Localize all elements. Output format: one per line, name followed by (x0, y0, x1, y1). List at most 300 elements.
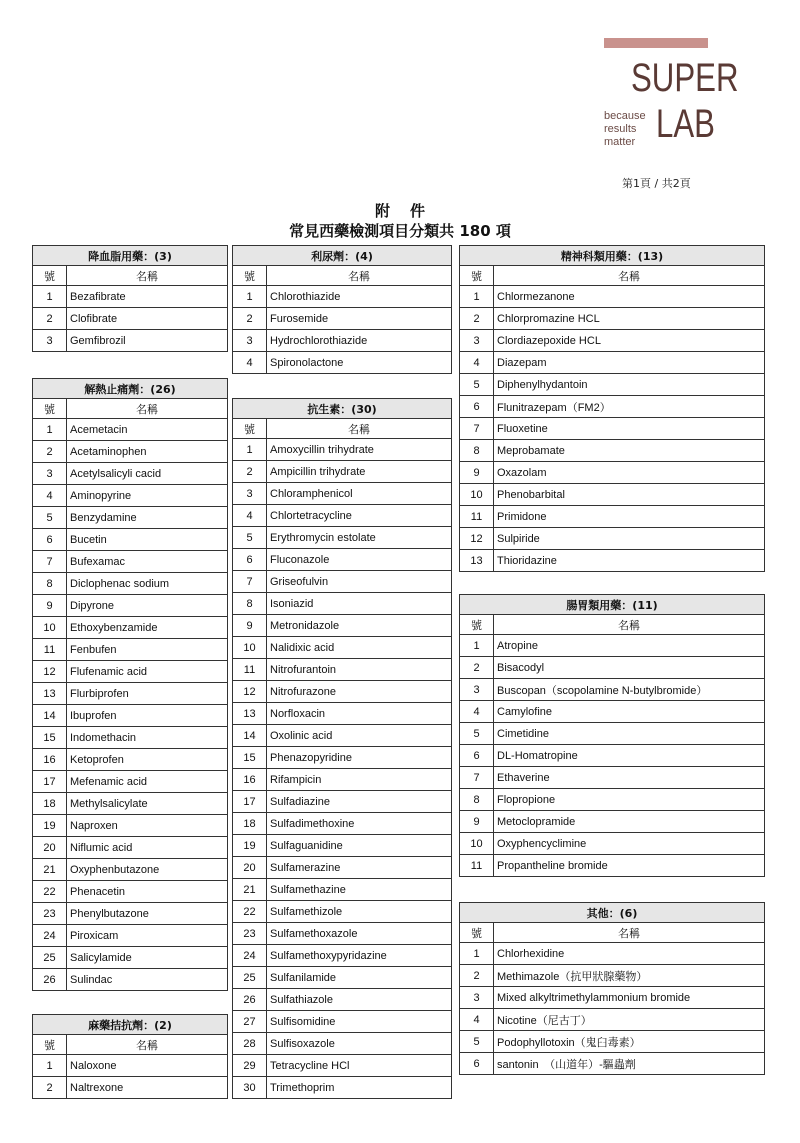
row-number: 20 (33, 837, 67, 859)
document-title: 附件 (374, 202, 445, 220)
row-number: 25 (33, 947, 67, 969)
document-subtitle: 常見西藥檢測項目分類共 180 項 (289, 222, 511, 240)
table-row (233, 879, 452, 901)
drug-name: Fluconazole (267, 549, 452, 571)
drug-name: Methimazole（抗甲狀腺藥物） (494, 965, 765, 987)
row-number: 19 (33, 815, 67, 837)
table-row (33, 903, 228, 925)
row-number: 1 (460, 635, 494, 657)
table-row (233, 747, 452, 769)
table-row (33, 308, 228, 330)
drug-name: Acetaminophen (67, 441, 228, 463)
row-number: 14 (33, 705, 67, 727)
table-row (233, 352, 452, 374)
table-row (33, 330, 228, 352)
drug-name: Bezafibrate (67, 286, 228, 308)
category-title: 解熱止痛劑：(26) (33, 379, 228, 399)
table-row (460, 657, 765, 679)
row-number: 15 (233, 747, 267, 769)
row-number: 1 (33, 286, 67, 308)
table-row (33, 771, 228, 793)
drug-name: Sulfamerazine (267, 857, 452, 879)
row-number: 14 (233, 725, 267, 747)
drug-name: Fluoxetine (494, 418, 765, 440)
table-row (460, 943, 765, 965)
drug-name: Diazepam (494, 352, 765, 374)
table-row (233, 901, 452, 923)
drug-name: Aminopyrine (67, 485, 228, 507)
row-number: 10 (460, 833, 494, 855)
row-number: 17 (33, 771, 67, 793)
row-number: 19 (233, 835, 267, 857)
table-row (33, 639, 228, 661)
drug-name: Sulfamethoxazole (267, 923, 452, 945)
table-row (33, 683, 228, 705)
row-number: 4 (233, 505, 267, 527)
table-row (460, 635, 765, 657)
drug-name: Ibuprofen (67, 705, 228, 727)
table-row (233, 769, 452, 791)
drug-name: Camylofine (494, 701, 765, 723)
drug-name: Trimethoprim (267, 1077, 452, 1099)
table-row (233, 637, 452, 659)
row-number: 21 (33, 859, 67, 881)
table-row (33, 617, 228, 639)
drug-name: Sulfamethizole (267, 901, 452, 923)
table-row (460, 352, 765, 374)
row-number: 2 (460, 308, 494, 330)
table-row (460, 550, 765, 572)
row-number: 3 (460, 679, 494, 701)
table-row (33, 573, 228, 595)
drug-name: Nalidixic acid (267, 637, 452, 659)
drug-name: Salicylamide (67, 947, 228, 969)
table-row (233, 286, 452, 308)
drug-name: Oxazolam (494, 462, 765, 484)
drug-name: Nicotine（尼古丁） (494, 1009, 765, 1031)
drug-name: Ampicillin trihydrate (267, 461, 452, 483)
drug-name: Ethaverine (494, 767, 765, 789)
table-row (460, 811, 765, 833)
row-number: 6 (460, 745, 494, 767)
drug-name: Chlorpromazine HCL (494, 308, 765, 330)
drug-name: Chlortetracycline (267, 505, 452, 527)
row-number: 11 (460, 506, 494, 528)
row-number: 8 (33, 573, 67, 595)
row-number: 13 (233, 703, 267, 725)
header-name: 名稱 (494, 615, 765, 635)
row-number: 3 (460, 330, 494, 352)
drug-name: Piroxicam (67, 925, 228, 947)
table-row (233, 659, 452, 681)
row-number: 8 (460, 440, 494, 462)
row-number: 24 (33, 925, 67, 947)
row-number: 12 (233, 681, 267, 703)
row-number: 8 (233, 593, 267, 615)
drug-name: DL-Homatropine (494, 745, 765, 767)
drug-name: Furosemide (267, 308, 452, 330)
header-number: 號 (460, 923, 494, 943)
row-number: 30 (233, 1077, 267, 1099)
drug-name: Rifampicin (267, 769, 452, 791)
header-number: 號 (233, 266, 267, 286)
drug-name: Chloramphenicol (267, 483, 452, 505)
drug-name: Isoniazid (267, 593, 452, 615)
header-number: 號 (33, 399, 67, 419)
row-number: 6 (460, 396, 494, 418)
table-row (233, 330, 452, 352)
row-number: 5 (233, 527, 267, 549)
row-number: 23 (33, 903, 67, 925)
table-row (460, 418, 765, 440)
drug-name: Dipyrone (67, 595, 228, 617)
table-row (460, 679, 765, 701)
drug-name: Oxolinic acid (267, 725, 452, 747)
table-row (233, 725, 452, 747)
row-number: 13 (460, 550, 494, 572)
table-row (460, 462, 765, 484)
row-number: 18 (33, 793, 67, 815)
row-number: 1 (233, 439, 267, 461)
drug-name: Cimetidine (494, 723, 765, 745)
table-row (233, 505, 452, 527)
table-row (233, 1011, 452, 1033)
drug-name: Clordiazepoxide HCL (494, 330, 765, 352)
row-number: 7 (460, 767, 494, 789)
row-number: 3 (33, 463, 67, 485)
row-number: 6 (33, 529, 67, 551)
row-number: 7 (460, 418, 494, 440)
drug-name: Diphenylhydantoin (494, 374, 765, 396)
row-number: 12 (460, 528, 494, 550)
header-number: 號 (460, 615, 494, 635)
table-row (33, 749, 228, 771)
table-row (460, 965, 765, 987)
table-lipid (32, 245, 228, 352)
category-title: 抗生素：(30) (233, 399, 452, 419)
drug-name: Sulfanilamide (267, 967, 452, 989)
row-number: 2 (233, 308, 267, 330)
table-row (460, 484, 765, 506)
category-title: 其他：(6) (460, 903, 765, 923)
header-number: 號 (460, 266, 494, 286)
row-number: 5 (460, 723, 494, 745)
table-row (460, 789, 765, 811)
drug-name: Amoxycillin trihydrate (267, 439, 452, 461)
table-row (460, 1053, 765, 1075)
row-number: 11 (460, 855, 494, 877)
drug-name: Phenobarbital (494, 484, 765, 506)
drug-name: Nitrofurazone (267, 681, 452, 703)
table-row (233, 593, 452, 615)
row-number: 16 (33, 749, 67, 771)
row-number: 28 (233, 1033, 267, 1055)
row-number: 2 (460, 965, 494, 987)
drug-name: Tetracycline HCl (267, 1055, 452, 1077)
category-title: 利尿劑：(4) (233, 246, 452, 266)
header-name: 名稱 (494, 923, 765, 943)
drug-name: Bucetin (67, 529, 228, 551)
logo-tagline-1: because (604, 110, 646, 122)
drug-name: Sulfadiazine (267, 791, 452, 813)
drug-name: Sulfaguanidine (267, 835, 452, 857)
drug-name: Clofibrate (67, 308, 228, 330)
drug-name: Sulfisomidine (267, 1011, 452, 1033)
drug-name: Bisacodyl (494, 657, 765, 679)
drug-name: Meprobamate (494, 440, 765, 462)
logo-lab: LAB (656, 102, 715, 146)
row-number: 9 (233, 615, 267, 637)
row-number: 2 (33, 441, 67, 463)
drug-name: Podophyllotoxin（鬼臼毒素） (494, 1031, 765, 1053)
table-row (233, 703, 452, 725)
table-row (33, 529, 228, 551)
table-row (233, 989, 452, 1011)
row-number: 22 (233, 901, 267, 923)
header-number: 號 (33, 1035, 67, 1055)
drug-name: Flunitrazepam（FM2） (494, 396, 765, 418)
table-row (460, 723, 765, 745)
row-number: 29 (233, 1055, 267, 1077)
row-number: 3 (233, 483, 267, 505)
table-row (233, 967, 452, 989)
table-row (460, 701, 765, 723)
row-number: 24 (233, 945, 267, 967)
row-number: 27 (233, 1011, 267, 1033)
drug-name: Oxyphenbutazone (67, 859, 228, 881)
drug-name: Diclophenac sodium (67, 573, 228, 595)
row-number: 1 (460, 286, 494, 308)
drug-name: Chlorhexidine (494, 943, 765, 965)
page-number: 第1頁 / 共2頁 (622, 177, 691, 190)
drug-name: Spironolactone (267, 352, 452, 374)
drug-name: Nitrofurantoin (267, 659, 452, 681)
row-number: 16 (233, 769, 267, 791)
header-name: 名稱 (494, 266, 765, 286)
table-analgesic (32, 378, 228, 991)
drug-name: Methylsalicylate (67, 793, 228, 815)
drug-name: Atropine (494, 635, 765, 657)
table-row (33, 485, 228, 507)
drug-name: Primidone (494, 506, 765, 528)
table-row (33, 815, 228, 837)
row-number: 11 (33, 639, 67, 661)
table-psychiatric (459, 245, 765, 572)
drug-name: Sulfamethoxypyridazine (267, 945, 452, 967)
row-number: 9 (460, 462, 494, 484)
row-number: 1 (33, 1055, 67, 1077)
table-row (460, 767, 765, 789)
table-row (33, 463, 228, 485)
table-row (233, 483, 452, 505)
drug-name: Phenazopyridine (267, 747, 452, 769)
drug-name: Acemetacin (67, 419, 228, 441)
drug-name: Benzydamine (67, 507, 228, 529)
table-row (33, 881, 228, 903)
drug-name: Phenylbutazone (67, 903, 228, 925)
row-number: 25 (233, 967, 267, 989)
drug-name: Propantheline bromide (494, 855, 765, 877)
header-number: 號 (33, 266, 67, 286)
drug-name: Ethoxybenzamide (67, 617, 228, 639)
table-row (33, 419, 228, 441)
row-number: 5 (33, 507, 67, 529)
table-row (33, 969, 228, 991)
table-row (33, 441, 228, 463)
row-number: 12 (33, 661, 67, 683)
table-diuretic (232, 245, 452, 374)
drug-name: Flurbiprofen (67, 683, 228, 705)
row-number: 8 (460, 789, 494, 811)
table-row (460, 506, 765, 528)
row-number: 7 (233, 571, 267, 593)
table-row (33, 727, 228, 749)
table-row (33, 1055, 228, 1077)
row-number: 5 (460, 1031, 494, 1053)
header-number: 號 (233, 419, 267, 439)
drug-name: Buscopan（scopolamine N-butylbromide） (494, 679, 765, 701)
row-number: 18 (233, 813, 267, 835)
drug-name: Sulindac (67, 969, 228, 991)
table-row (460, 833, 765, 855)
row-number: 9 (33, 595, 67, 617)
table-row (233, 791, 452, 813)
drug-name: Norfloxacin (267, 703, 452, 725)
row-number: 17 (233, 791, 267, 813)
table-row (33, 551, 228, 573)
row-number: 23 (233, 923, 267, 945)
row-number: 10 (460, 484, 494, 506)
row-number: 3 (460, 987, 494, 1009)
logo-tagline-3: matter (604, 136, 636, 148)
table-row (233, 923, 452, 945)
table-row (460, 1031, 765, 1053)
row-number: 26 (33, 969, 67, 991)
drug-name: Oxyphencyclimine (494, 833, 765, 855)
drug-name: Naloxone (67, 1055, 228, 1077)
drug-name: Phenacetin (67, 881, 228, 903)
drug-name: Fenbufen (67, 639, 228, 661)
drug-name: Sulfadimethoxine (267, 813, 452, 835)
drug-name: Chlorothiazide (267, 286, 452, 308)
drug-name: Mefenamic acid (67, 771, 228, 793)
header-name: 名稱 (67, 1035, 228, 1055)
row-number: 20 (233, 857, 267, 879)
drug-name: Ketoprofen (67, 749, 228, 771)
table-row (460, 528, 765, 550)
table-row (460, 308, 765, 330)
row-number: 4 (460, 352, 494, 374)
table-row (233, 549, 452, 571)
row-number: 2 (33, 1077, 67, 1099)
row-number: 10 (33, 617, 67, 639)
table-row (233, 1033, 452, 1055)
table-gastro (459, 594, 765, 877)
table-row (460, 330, 765, 352)
table-row (233, 945, 452, 967)
drug-name: Thioridazine (494, 550, 765, 572)
table-row (233, 461, 452, 483)
table-row (460, 396, 765, 418)
table-row (33, 286, 228, 308)
table-antibiotic (232, 398, 452, 1099)
table-row (33, 859, 228, 881)
table-row (33, 793, 228, 815)
row-number: 2 (33, 308, 67, 330)
drug-name: Gemfibrozil (67, 330, 228, 352)
table-row (460, 374, 765, 396)
table-row (233, 615, 452, 637)
drug-name: Metoclopramide (494, 811, 765, 833)
row-number: 7 (33, 551, 67, 573)
drug-name: Mixed alkyltrimethylammonium bromide (494, 987, 765, 1009)
row-number: 1 (33, 419, 67, 441)
table-row (33, 837, 228, 859)
row-number: 4 (33, 485, 67, 507)
row-number: 1 (460, 943, 494, 965)
category-title: 麻藥拮抗劑：(2) (33, 1015, 228, 1035)
row-number: 1 (233, 286, 267, 308)
row-number: 22 (33, 881, 67, 903)
drug-name: Chlormezanone (494, 286, 765, 308)
table-row (233, 681, 452, 703)
row-number: 9 (460, 811, 494, 833)
table-row (460, 1009, 765, 1031)
table-row (460, 855, 765, 877)
table-row (233, 527, 452, 549)
category-title: 降血脂用藥：(3) (33, 246, 228, 266)
category-title: 腸胃類用藥：(11) (460, 595, 765, 615)
logo-bar (604, 38, 708, 48)
row-number: 4 (460, 701, 494, 723)
row-number: 2 (460, 657, 494, 679)
table-row (460, 987, 765, 1009)
row-number: 10 (233, 637, 267, 659)
table-row (233, 308, 452, 330)
row-number: 6 (233, 549, 267, 571)
row-number: 3 (33, 330, 67, 352)
drug-name: Sulfamethazine (267, 879, 452, 901)
table-row (33, 507, 228, 529)
category-title: 精神科類用藥：(13) (460, 246, 765, 266)
header-name: 名稱 (267, 419, 452, 439)
drug-name: Hydrochlorothiazide (267, 330, 452, 352)
table-row (460, 745, 765, 767)
logo-tagline-2: results (604, 123, 637, 135)
drug-name: santonin （山道年）-驅蟲劑 (494, 1053, 765, 1075)
table-row (460, 440, 765, 462)
table-row (233, 857, 452, 879)
row-number: 5 (460, 374, 494, 396)
table-row (233, 835, 452, 857)
header-name: 名稱 (267, 266, 452, 286)
table-row (33, 947, 228, 969)
table-row (233, 1077, 452, 1099)
drug-name: Indomethacin (67, 727, 228, 749)
drug-name: Flufenamic acid (67, 661, 228, 683)
drug-name: Sulfathiazole (267, 989, 452, 1011)
drug-name: Griseofulvin (267, 571, 452, 593)
row-number: 3 (233, 330, 267, 352)
row-number: 6 (460, 1053, 494, 1075)
row-number: 4 (233, 352, 267, 374)
table-row (33, 661, 228, 683)
drug-name: Naproxen (67, 815, 228, 837)
row-number: 2 (233, 461, 267, 483)
row-number: 26 (233, 989, 267, 1011)
drug-name: Niflumic acid (67, 837, 228, 859)
drug-name: Naltrexone (67, 1077, 228, 1099)
